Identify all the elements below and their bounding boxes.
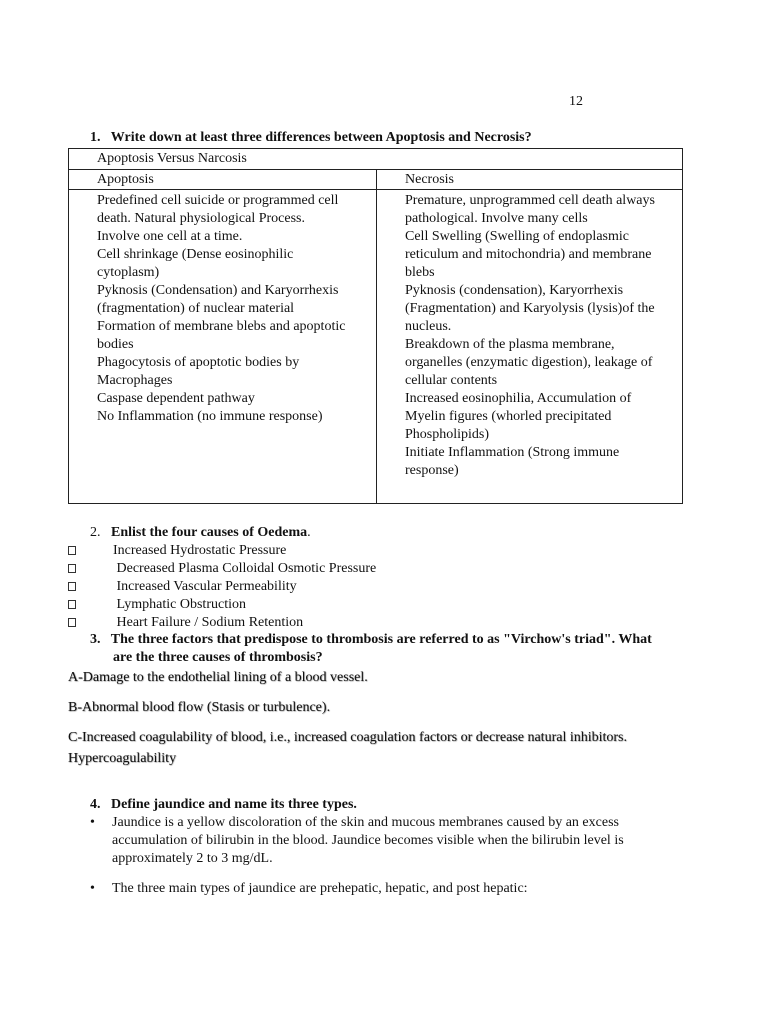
question-3 [90, 631, 710, 667]
question-1 [90, 129, 532, 147]
apoptosis-line: death. Natural physiological Process. [97, 211, 306, 226]
list-item-text: Increased Hydrostatic Pressure [113, 543, 287, 558]
thrombosis-cause-a: A-Damage to the endothelial lining of a blood vessel. [68, 670, 368, 685]
necrosis-line: Premature, unprogrammed cell death always [405, 193, 655, 208]
apoptosis-line: Pyknosis (Condensation) and Karyorrhexis [97, 283, 339, 298]
necrosis-line: pathological. Involve many cells [405, 211, 588, 226]
jaundice-definition-text [112, 814, 624, 868]
question-4-number: 4. [90, 797, 101, 812]
necrosis-line: cellular contents [405, 373, 498, 388]
question-2-text: Enlist the four causes of Oedema [111, 525, 308, 540]
table-column-divider [376, 170, 377, 503]
apoptosis-line: bodies [97, 337, 134, 352]
apoptosis-line: Caspase dependent pathway [97, 391, 255, 406]
list-item-text: Decreased Plasma Colloidal Osmotic Pressure [113, 561, 377, 576]
question-3-number: 3. [90, 632, 101, 647]
question-4-text: Define jaundice and name its three types. [111, 797, 357, 812]
missing-glyph-box-icon [68, 582, 76, 591]
list-item-text: Lymphatic Obstruction [113, 597, 246, 612]
missing-glyph-box-icon [68, 564, 76, 573]
jaundice-definition-item [90, 814, 710, 868]
necrosis-cell [405, 192, 655, 480]
question-3-text-line2: are the three causes of thrombosis? [113, 650, 323, 665]
thrombosis-cause-b: B-Abnormal blood flow (Stasis or turbulence). [68, 700, 331, 715]
question-3-text-line1: The three factors that predispose to thrombosis are referred to as "Virchow's triad". What [110, 632, 652, 647]
necrosis-line: reticulum and mitochondria) and membrane [405, 247, 652, 262]
apoptosis-line: Involve one cell at a time. [97, 229, 243, 244]
necrosis-line: organelles (enzymatic digestion), leakage of [405, 355, 653, 370]
apoptosis-line: Macrophages [97, 373, 173, 388]
question-2-number: 2. [90, 525, 101, 540]
list-item-text: Increased Vascular Permeability [113, 579, 297, 594]
apoptosis-line: (fragmentation) of nuclear material [97, 301, 295, 316]
bullet-icon: • [90, 815, 95, 830]
necrosis-line: Initiate Inflammation (Strong immune [405, 445, 620, 460]
list-item-text: Heart Failure / Sodium Retention [113, 615, 304, 630]
thrombosis-cause-c-line2: Hypercoagulability [68, 751, 177, 766]
jaundice-types-text: The three main types of jaundice are prehepatic, hepatic, and post hepatic: [112, 881, 528, 896]
thrombosis-cause-c-line1: C-Increased coagulability of blood, i.e., increased coagulation factors or decrease natural inhibitors. [68, 730, 628, 745]
necrosis-line: nucleus. [405, 319, 452, 334]
necrosis-line: Cell Swelling (Swelling of endoplasmic [405, 229, 629, 244]
jaundice-types-item [90, 880, 710, 898]
jaundice-definition-line: accumulation of bilirubin in the blood. Jaundice becomes visible when the bilirubin level is [112, 833, 624, 848]
column-header-apoptosis: Apoptosis [97, 172, 154, 187]
missing-glyph-box-icon [68, 600, 76, 609]
question-2 [90, 524, 311, 542]
apoptosis-line: Formation of membrane blebs and apoptotic [97, 319, 346, 334]
necrosis-line: (Fragmentation) and Karyolysis (lysis)of the [405, 301, 655, 316]
necrosis-line: Increased eosinophilia, Accumulation of [405, 391, 632, 406]
necrosis-line: response) [405, 463, 459, 478]
necrosis-line: Myelin figures (whorled precipitated [405, 409, 612, 424]
apoptosis-cell [97, 192, 345, 426]
jaundice-definition-line: approximately 2 to 3 mg/dL. [112, 851, 273, 866]
question-1-text: Write down at least three differences between Apoptosis and Necrosis? [110, 130, 532, 145]
missing-glyph-box-icon [68, 618, 76, 627]
apoptosis-line: Phagocytosis of apoptotic bodies by [97, 355, 300, 370]
apoptosis-line: Cell shrinkage (Dense eosinophilic [97, 247, 294, 262]
question-2-period: . [307, 525, 311, 540]
bullet-icon: • [90, 881, 95, 896]
table-title: Apoptosis Versus Narcosis [97, 151, 247, 166]
jaundice-definition-line: Jaundice is a yellow discoloration of the skin and mucous membranes caused by an excess [112, 815, 619, 830]
necrosis-line: blebs [405, 265, 435, 280]
apoptosis-line: No Inflammation (no immune response) [97, 409, 323, 424]
necrosis-line: Breakdown of the plasma membrane, [405, 337, 615, 352]
apoptosis-line: cytoplasm) [97, 265, 160, 280]
question-1-number: 1. [90, 130, 101, 145]
comparison-table [68, 148, 683, 504]
necrosis-line: Phospholipids) [405, 427, 490, 442]
question-4 [90, 796, 357, 814]
page-number: 12 [569, 94, 583, 109]
necrosis-line: Pyknosis (condensation), Karyorrhexis [405, 283, 624, 298]
apoptosis-line: Predefined cell suicide or programmed cell [97, 193, 339, 208]
missing-glyph-box-icon [68, 546, 76, 555]
column-header-necrosis: Necrosis [405, 172, 454, 187]
